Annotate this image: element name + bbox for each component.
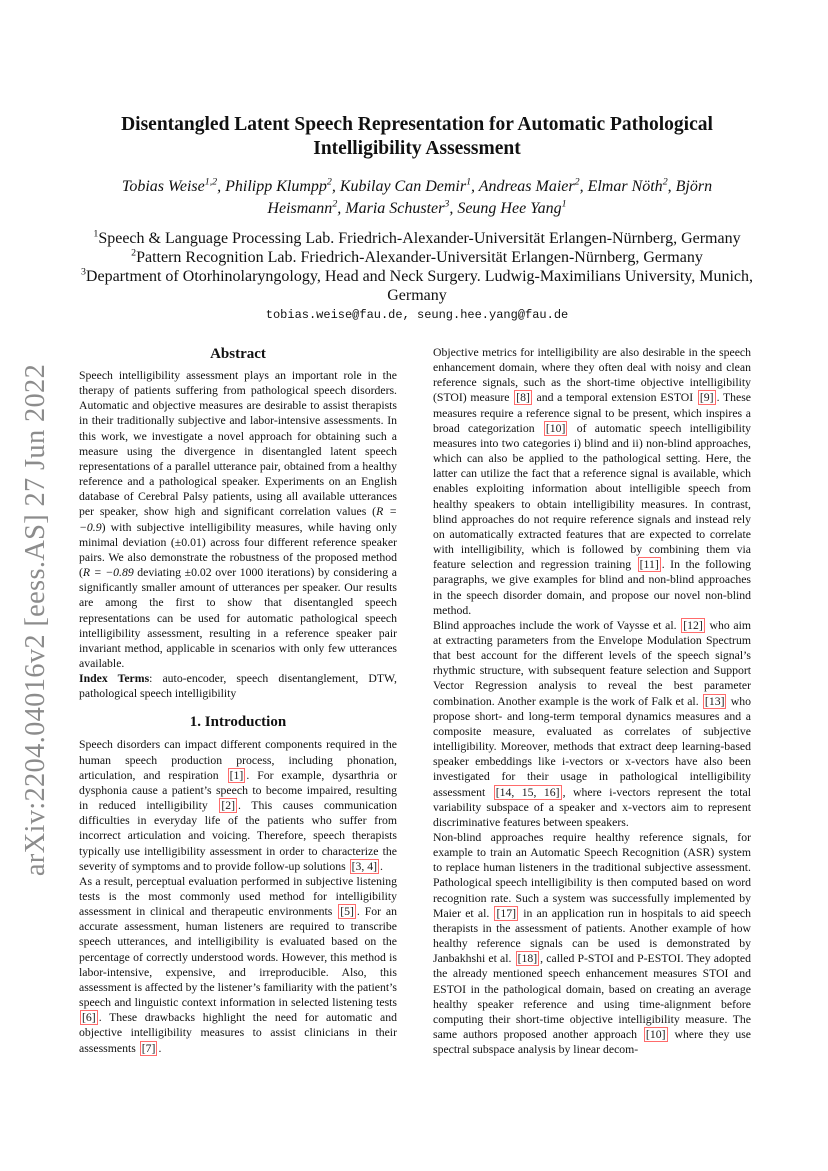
author-list [90,176,744,220]
affiliation-text: Pattern Recognition Lab. Friedrich-Alexander-Universität Erlangen-Nürnberg, Germany [136,249,703,266]
author-name: Andreas Maier [478,178,575,195]
citation-link[interactable]: [1] [229,768,244,782]
author-separator: , [331,178,340,195]
text-run: ) with subjective intelligibility measures, while having only minimal deviation (±0.01) across four different reference speaker pairs. We also demonstrate the robustness of the proposed method ( [79,520,397,580]
arxiv-stamp-text: arXiv:2204.04016v2 [eess.AS] 27 Jun 2022 [20,363,51,877]
text-run: , where i-vectors represent the total variability subspace of a speaker and x-vectors aim to represent discriminative features between speakers. [433,785,752,829]
math-inline: R = −0.89 [82,566,134,580]
affiliation-text: Department of Otorhinolaryngology, Head and Neck Surgery. Ludwig-Maximilians University, Munich, Germany [85,268,754,304]
text-run: . In the following paragraphs, we give examples for blind and non-blind approaches in the speech disorder domain, and propose our novel non-blind method. [433,558,751,617]
citation-link[interactable]: [13] [704,694,725,708]
math-inline: R = −0.9 [79,505,397,534]
author-affiliation-mark: 3 [444,198,450,210]
author-affiliation-mark: 1 [561,198,567,210]
affiliation-text: Speech & Language Processing Lab. Friedrich-Alexander-Universität Erlangen-Nürnberg, Germany [98,230,741,247]
introduction-heading: 1. Introduction [189,714,287,731]
index-terms-text: : auto-encoder, speech disentanglement, DTW, pathological speech intelligibility [79,672,397,701]
author-separator: , [217,178,226,195]
citation-link[interactable]: [9] [699,391,714,405]
body-paragraph [433,830,751,1057]
text-run: who aim at extracting parameters from the Envelope Modulation Spectrum that best account for the different levels of the speech signal’s rhythmic structure, with subsequent feature selection and Support Vector Regression analysis to reveal the best parameter combination. Another example is the work of Falk et al. [433,618,751,708]
text-run: , called P-STOI and P-ESTOI. They adopted the already mentioned speech enhancement measures STOI and ESTOI in the pathological domain, based on creating an average healthy speaker reference and using time-alignment before computing their short-time objective intelligibility measure. The same authors proposed another approach [433,952,751,1042]
text-run: in an application run in hospitals to aid speech therapists in the assessment of patients. Another example of how healthy reference signals can be used is demonstrated by Janbakhshi et al. [433,906,751,966]
text-run: Non-blind approaches require healthy reference signals, for example to train an Automatic Speech Recognition (ASR) system to replace human listeners in the traditional subjective assessment. Pathological speech intelligibility is then computed based on word recognition rate. Such a system was successfully implemented by Maier et al. [433,831,751,920]
text-run: . These measures require a reference signal to be present, which inspires a broad categorization [433,391,751,435]
citation-link[interactable]: [10] [545,421,566,435]
affiliation-mark: 2 [131,247,137,259]
text-run: . [380,859,383,873]
author-name: Kubilay Can Demir [339,178,467,195]
citation-link[interactable]: [14, 15, 16] [495,785,560,799]
text-run: who propose short- and long-term temporal dynamics measures and a composite measure, evaluated as correlates of subjective intelligibility. Moreover, methods that extract deep learning-based speaker embeddings like i-vectors or x-vectors have also been investigated for their usage in pathological intelligibility assessment [433,694,751,799]
introduction-body [79,737,397,1055]
left-column [79,345,397,1056]
author-name: Elmar Nöth [587,178,663,195]
citation-link[interactable]: [11] [639,558,659,572]
affiliation [70,248,764,267]
citation-link[interactable]: [3, 4] [351,859,378,873]
author-separator: , [667,178,676,195]
introduction-continued [433,345,751,1057]
citation-link[interactable]: [18] [517,952,538,966]
citation-link[interactable]: [2] [221,799,236,813]
author-affiliation-mark: 2 [574,176,580,188]
affiliation-mark: 1 [93,228,99,240]
text-run: of automatic speech intelligibility measures into two categories i) blind and ii) non-blind approaches, which can also be applied to the pathological setting. Here, the latter can utilize the fact that a reference signal is available, which enables exploiting information about intelligible speech from healthy speakers to obtain intelligibility measures. In contrast, blind approaches do not require reference signals and instead rely on automatically extracted features that are expected to correlate with intelligibility, which is followed by combining them via feature selection and regression training [433,421,751,572]
author-affiliation-mark: 1 [466,176,472,188]
author-affiliation-mark: 1,2 [204,176,218,188]
index-terms-label: Index Terms [79,672,150,686]
abstract-heading: Abstract [210,346,266,362]
citation-link[interactable]: [6] [82,1011,96,1025]
author-name: Björn Heismann [267,178,713,217]
citation-link[interactable]: [10] [645,1028,666,1042]
citation-link[interactable]: [7] [141,1041,156,1055]
right-column [433,345,751,1057]
author-name: Seung Hee Yang [457,200,562,217]
author-name: Philipp Klumpp [225,178,327,195]
text-run: . This causes communication difficulties in everyday life of the patients who suffer from incorrect articulation and voicing. Therefore, speech therapists typically use intelligibility assessment in order to characterize the severity of symptoms and to provide follow-up solutions [79,799,398,873]
author-affiliation-mark: 2 [326,176,332,188]
text-run: . For example, dysarthria or dysphonia cause a patient’s speech to become impaired, resulting in reduced intelligibility [79,768,398,813]
body-paragraph [433,618,751,830]
intro-paragraph [79,737,397,873]
author-name: Tobias Weise [121,178,205,195]
author-separator: , [337,200,346,217]
text-run: . For an accurate assessment, human listeners are required to transcribe speech utterances, and intelligibility is evaluated based on the percentage of correctly understood words. However, this method is labor-intensive, expensive, and irreproducible. Also, this assessment is affected by the listener’s familiarity with the patient’s speech and linguistic context information in selected listening tests [79,905,397,1010]
text-run: As a result, perceptual evaluation performed in subjective listening tests is the most commonly used method for intelligibility assessment in clinical and therapeutic environments [79,874,397,919]
text-run: Blind approaches include the work of Vaysse et al. [433,618,681,632]
author-separator: , [449,200,458,217]
author-affiliation-mark: 2 [662,176,668,188]
affiliation [70,229,764,248]
affiliation-list [70,229,764,305]
text-run: Speech disorders can impact different components required in the human speech production process, including phonation, articulation, and respiration [79,738,397,782]
citation-link[interactable]: [8] [516,391,530,405]
text-run: Speech intelligibility assessment plays an important role in the therapy of patients suffering from pathological speech disorders. Automatic and objective measures are desirable to assist therapists in their traditionally subjective and labor-intensive assessments. In this work, we investigate a novel approach for obtaining such a measure using the divergence in disentangled latent speech representations of a parallel utterance pair, obtained from a healthy reference and a pathological speaker. Experiments on an English database of Cerebral Palsy patients, using all available utterances per speaker, show high and significant correlation values ( [79,369,397,519]
abstract-text [79,368,397,671]
author-separator: , [471,178,479,195]
affiliation-mark: 3 [80,266,86,278]
arxiv-stamp [14,360,58,880]
body-paragraph [433,345,751,618]
author-name: Maria Schuster [345,200,445,217]
author-affiliation-mark: 2 [332,198,338,210]
contact-emails: tobias.weise@fau.de, seung.hee.yang@fau.de [265,308,569,322]
text-run: and a temporal extension ESTOI [532,391,697,405]
index-terms [79,671,397,701]
citation-link[interactable]: [17] [496,906,517,920]
text-run: deviating ±0.02 over 1000 iterations) by considering a significantly smaller amount of utterances per speaker. Our results are among the first to show that disentangled speech representations can be used for automatic pathological speech intelligibility assessment, resulting in a reference speaker pair invariant method, applicable in scenarios with only few utterances available. [79,566,397,670]
affiliation [70,267,764,305]
intro-paragraph [79,874,397,1056]
text-run: . These drawbacks highlight the need for automatic and objective intelligibility measures to assist clinicians in their assessments [79,1011,397,1055]
citation-link[interactable]: [5] [340,905,354,919]
paper-title: Disentangled Latent Speech Representation for Automatic Pathological Intelligibility Assessment [121,114,713,159]
citation-link[interactable]: [12] [683,618,703,632]
author-separator: , [579,178,588,195]
text-run: where they use spectral subspace analysis by linear decom- [433,1028,751,1057]
text-run: Objective metrics for intelligibility are also desirable in the speech enhancement domain, where they often deal with noisy and clean reference signals, such as the short-time objective intelligibility (STOI) measure [433,346,751,405]
text-run: . [158,1041,162,1055]
